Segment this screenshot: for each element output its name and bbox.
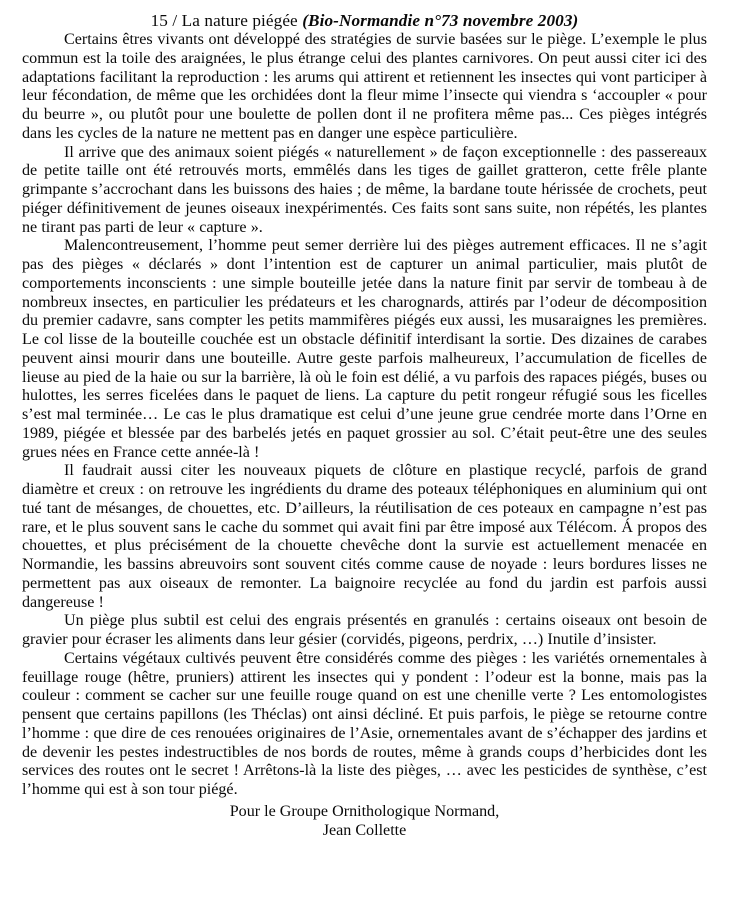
document-page [0,11,729,907]
paragraph: Il faudrait aussi citer les nouveaux piquets de clôture en plastique recyclé, parfois de grand diamètre et creux : on retrouve les ingrédients du drame des poteaux téléphoniques en aluminium qui ont tué tant de mésanges, de chouettes, etc. D’ailleurs, la réutilisation de ces poteaux en campagne n’est pas rare, et le plus souvent sans le cache du sommet qui avait fini par être imposé aux Télécom. Á propos des chouettes, et plus précisément de la chouette chevêche dont la survie est actuellement menacée en Normandie, les bassins abreuvoirs sont souvent cités comme cause de noyade : leurs bordures lisses ne permettent pas aux oiseaux de remonter. La baignoire recyclée au fond du jardin est parfois aussi dangereuse ! [22,462,707,611]
page-title-main: 15 / La nature piégée [150,11,303,30]
paragraph: Malencontreusement, l’homme peut semer derrière lui des pièges autrement efficaces. Il ne s’agit pas des pièges « déclarés » dont l’intention est de capturer un animal particulier, mais plutôt de comportements inconscients : une simple bouteille jetée dans la nature finit par servir de tombeau à de nombreux insectes, en particulier les prédateurs et les charognards, attirés par l’odeur de décomposition du premier cadavre, sans compter les petits mammifères piégés eux aussi, les musaraignes les premières. Le col lisse de la bouteille couchée est un obstacle définitif interdisant la sortie. Des dizaines de carabes peuvent ainsi mourir dans une bouteille. Autre geste parfois malheureux, l’accumulation de ficelles de lieuse au pied de la haie ou sur la barrière, là où le foin est délié, a vu parfois des rapaces piégés, buses ou hulottes, les serres ficelées dans le paquet de liens. La capture du petit rongeur réfugié sous les ficelles s’est mal terminée… Le cas le plus dramatique est celui d’une jeune grue cendrée morte dans l’Orne en 1989, piégée et blessée par des barbelés jetés en paquet grossier au sol. C’était peut-être une des seules grues nées en France cette année-là ! [22,237,707,461]
signature-organisation: Pour le Groupe Ornithologique Normand, [229,802,500,820]
paragraph: Un piège plus subtil est celui des engrais présentés en granulés : certains oiseaux ont besoin de gravier pour écraser les aliments dans leur gésier (corvidés, pigeons, perdrix, …) Inutile d’insister. [22,612,707,648]
paragraph: Il arrive que des animaux soient piégés « naturellement » de façon exceptionnelle : des passereaux de petite taille ont été retrouvés morts, emmêlés dans les tiges de gaillet gratteron, cette frêle plante grimpante s’accrochant dans les buissons des haies ; de même, la bardane toute hérissée de crochets, peut piéger définitivement de jeunes oiseaux inexpérimentés. Ces faits sont sans suite, non répétés, les plantes ne tirant pas parti de leur « capture ». [22,143,707,236]
paragraph: Certains végétaux cultivés peuvent être considérés comme des pièges : les variétés ornementales à feuillage rouge (hêtre, pruniers) attirent les insectes qui y pondent : l’odeur est la bonne, mais pas la couleur : comment se cacher sur une feuille rouge quand on est une chenille verte ? Les entomologistes pensent que certains papillons (les Théclas) ont ainsi décliné. Et puis parfois, le piège se retourne contre l’homme : que dire de ces renouées originaires de l’Asie, ornementales avant de s’échapper des jardins et de devenir les pestes indestructibles de nos bords de routes, même à grands coups d’herbicides dont les services des routes ont le secret ! Arrêtons-là la liste des pièges, … avec les pesticides de synthèse, c’est l’homme qui est à son tour piégé. [22,649,707,798]
article-body [0,31,729,800]
page-title-journal-reference: (Bio-Normandie n°73 novembre 2003) [302,11,579,30]
paragraph: Certains êtres vivants ont développé des stratégies de survie basées sur le piège. L’exemple le plus commun est la toile des araignées, le plus étrange celui des plantes carnivores. On peut aussi citer ici des adaptations facilitant la reproduction : les arums qui attirent et retiennent les insectes qui vont participer à leur fécondation, de même que les orchidées dont la fleur mime l’insecte qui viendra s ‘accoupler « pour du beurre », ou plutôt pour une boulette de pollen dont il ne profitera même pas... Ces pièges intégrés dans les cycles de la nature ne mettent pas en danger une espèce particulière. [22,31,707,142]
signature-block [0,802,729,841]
signature-author: Jean Collette [322,822,407,840]
page-title [0,11,729,31]
